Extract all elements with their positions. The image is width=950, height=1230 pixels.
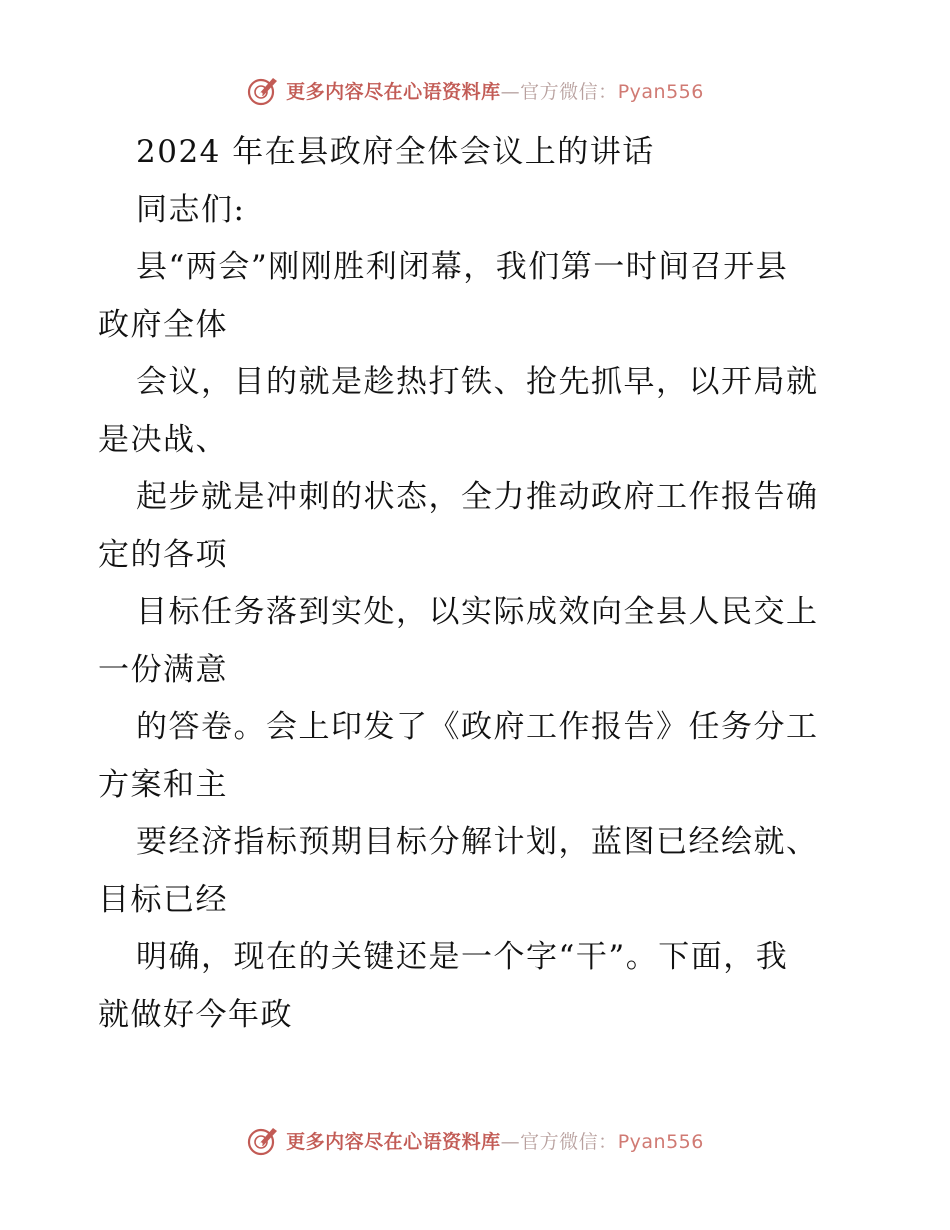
watermark-dash: — bbox=[500, 80, 521, 103]
watermark-id: Pyan556 bbox=[617, 1130, 704, 1153]
paragraph-line: 明确，现在的关键还是一个字“干”。下面，我 bbox=[136, 939, 789, 975]
watermark-dash: — bbox=[500, 1130, 521, 1153]
paragraph-line: 起步就是冲刺的状态，全力推动政府工作报告确 bbox=[136, 479, 819, 515]
paragraph-line: 的答卷。会上印发了《政府工作报告》任务分工 bbox=[136, 709, 819, 745]
paragraph-line: 目标已经 bbox=[98, 881, 228, 918]
document-body bbox=[98, 124, 858, 1044]
paragraph-line: 方案和主 bbox=[98, 766, 228, 803]
watermark-tail: 官方微信： bbox=[520, 80, 618, 103]
paragraph-line: 是决战、 bbox=[98, 421, 228, 458]
watermark-brand: 更多内容尽在心语资料库 bbox=[286, 80, 501, 103]
paragraph-line: 县“两会”刚刚胜利闭幕，我们第一时间召开县 bbox=[136, 249, 789, 285]
pen-nib-circle-logo-icon bbox=[246, 1123, 280, 1157]
paragraph-line: 一份满意 bbox=[98, 651, 228, 688]
document-title: 2024 年在县政府全体会议上的讲话 bbox=[136, 134, 655, 170]
salutation: 同志们: bbox=[136, 191, 246, 228]
paragraph-line: 目标任务落到实处，以实际成效向全县人民交上 bbox=[136, 594, 819, 630]
watermark-id: Pyan556 bbox=[617, 80, 704, 103]
watermark-text bbox=[286, 77, 704, 104]
paragraph-line: 就做好今年政 bbox=[98, 996, 293, 1033]
watermark-brand: 更多内容尽在心语资料库 bbox=[286, 1130, 501, 1153]
paragraph-line: 要经济指标预期目标分解计划，蓝图已经绘就、 bbox=[136, 824, 819, 860]
watermark-text bbox=[286, 1127, 704, 1154]
watermark-tail: 官方微信： bbox=[520, 1130, 618, 1153]
paragraph-line: 政府全体 bbox=[98, 306, 228, 343]
footer-watermark bbox=[0, 1120, 950, 1160]
paragraph-line: 定的各项 bbox=[98, 536, 228, 573]
header-watermark bbox=[0, 70, 950, 110]
paragraph-line: 会议，目的就是趁热打铁、抢先抓早，以开局就 bbox=[136, 364, 819, 400]
pen-nib-circle-logo-icon bbox=[246, 73, 280, 107]
